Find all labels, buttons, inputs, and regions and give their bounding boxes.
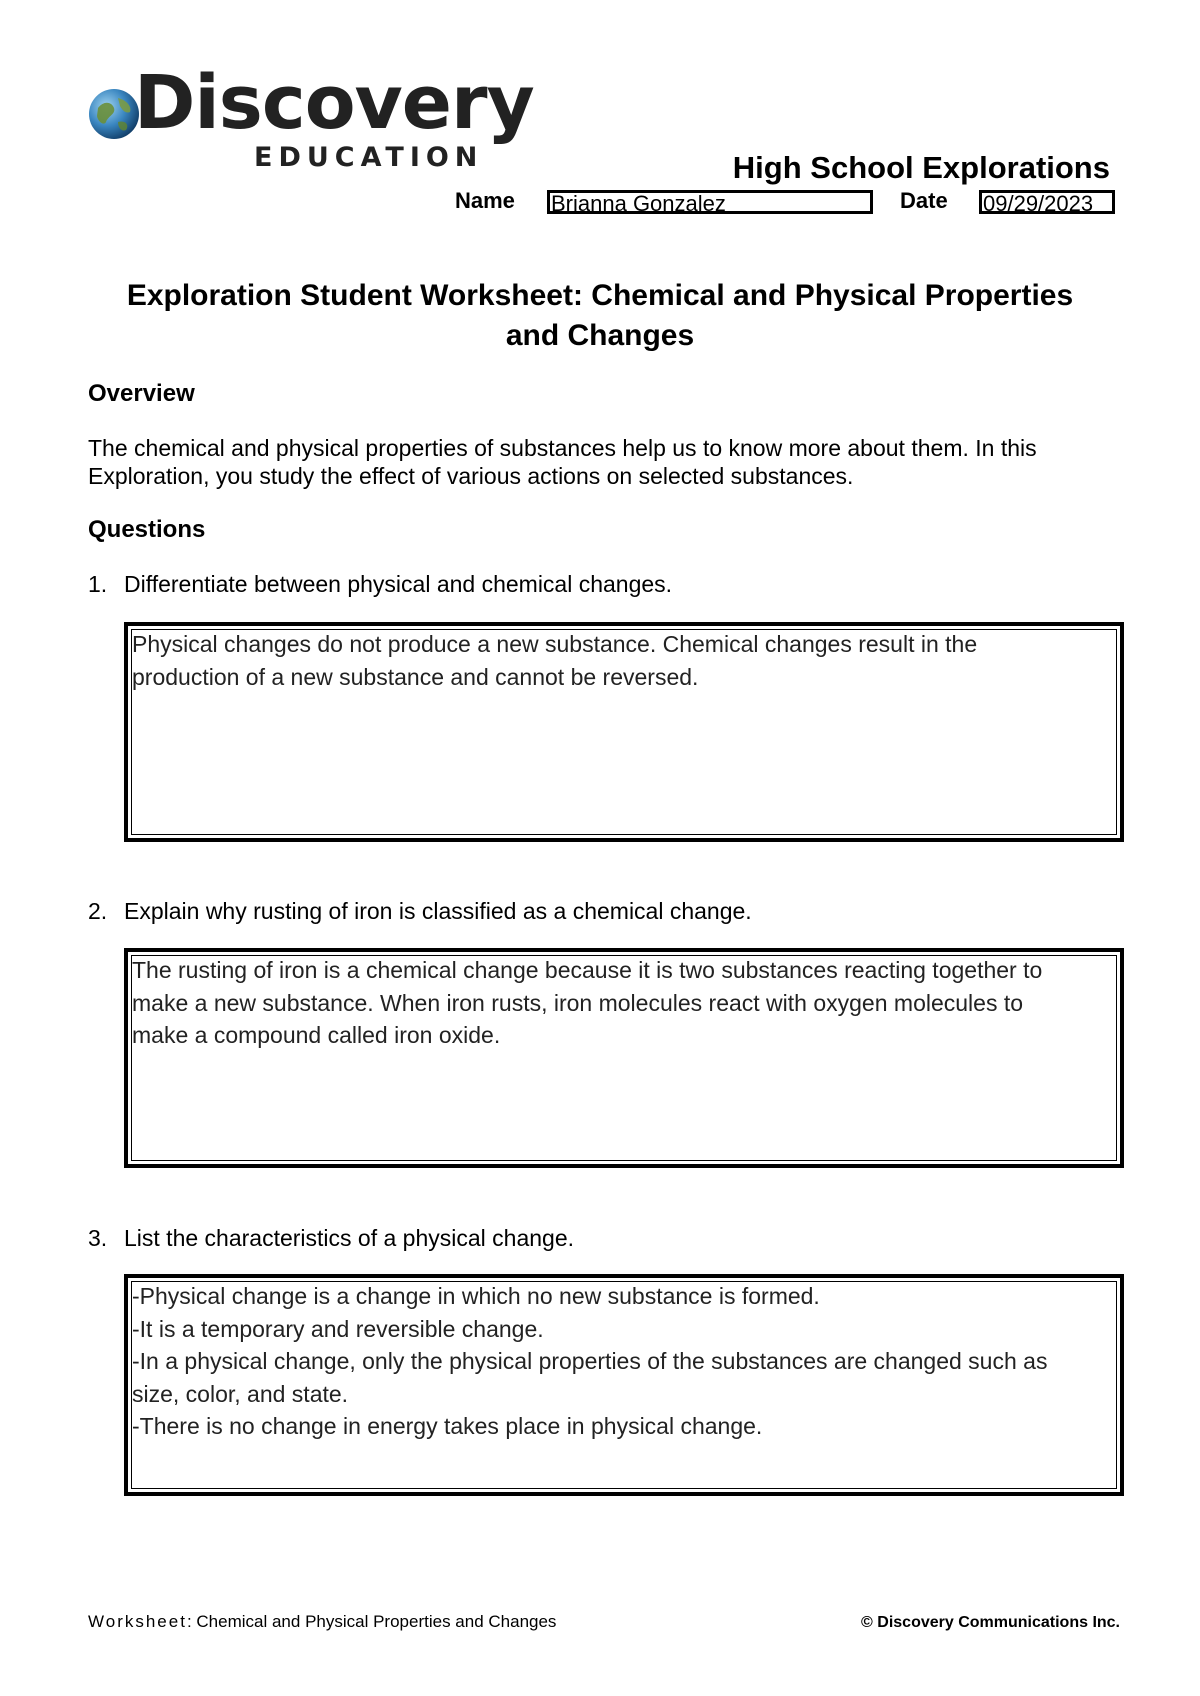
logo-subtitle-text: EDUCATION	[254, 142, 484, 173]
answer-text-1	[132, 628, 1104, 693]
question-number: 2.	[88, 898, 108, 924]
answer-line: -In a physical change, only the physical properties of the substances are changed such as	[132, 1348, 1048, 1374]
page-title-line-1: Exploration Student Worksheet: Chemical and Physical Properties	[126, 279, 1074, 312]
page-title	[80, 276, 1120, 356]
footer-copyright: © Discovery Communications Inc.	[861, 1614, 1120, 1631]
answer-box-3[interactable]	[124, 1274, 1124, 1496]
question-number: 1.	[88, 571, 108, 597]
footer-title-rest: : Chemical and Physical Properties and Changes	[186, 1612, 557, 1631]
date-field[interactable]: 09/29/2023	[979, 190, 1115, 214]
answer-text-3	[132, 1280, 1104, 1443]
answer-line: -There is no change in energy takes place in physical change.	[132, 1413, 763, 1439]
footer-title-word: Worksheet	[88, 1612, 187, 1631]
answer-text-2	[132, 954, 1104, 1052]
question-3	[88, 1224, 574, 1252]
answer-line: make a new substance. When iron rusts, iron molecules react with oxygen molecules to	[132, 989, 1024, 1016]
page-title-line-2: and Changes	[505, 319, 695, 352]
answer-line: Physical changes do not produce a new substance. Chemical changes result in the	[132, 631, 978, 657]
name-label: Name	[455, 188, 515, 213]
question-text: Explain why rusting of iron is classified as a chemical change.	[124, 898, 752, 924]
answer-box-1[interactable]	[124, 622, 1124, 842]
discovery-education-logo	[88, 60, 534, 184]
answer-line: make a compound called iron oxide.	[132, 1022, 501, 1048]
question-1	[88, 570, 672, 598]
series-title: High School Explorations	[732, 150, 1110, 185]
name-date-row	[0, 188, 1200, 218]
question-text: Differentiate between physical and chemical changes.	[124, 571, 673, 597]
answer-line: The rusting of iron is a chemical change because it is two substances reacting together to	[132, 957, 1043, 983]
globe-icon	[88, 88, 140, 140]
overview-text: The chemical and physical properties of substances help us to know more about them. In this Exploration, you study the effect of various actions on selected substances.	[88, 435, 1037, 489]
question-2	[88, 897, 752, 925]
footer-title	[88, 1612, 556, 1632]
answer-line: -Physical change is a change in which no new substance is formed.	[132, 1283, 820, 1309]
answer-line: size, color, and state.	[132, 1380, 349, 1407]
question-number: 3.	[88, 1225, 108, 1251]
date-label: Date	[900, 188, 948, 213]
name-field[interactable]: Brianna Gonzalez	[547, 190, 873, 214]
overview-heading: Overview	[88, 380, 195, 407]
answer-box-2[interactable]	[124, 948, 1124, 1168]
answer-line: -It is a temporary and reversible change.	[132, 1315, 544, 1342]
answer-line: production of a new substance and cannot be reversed.	[132, 663, 699, 690]
logo-brand-text: Discovery	[134, 60, 534, 146]
question-text: List the characteristics of a physical change.	[124, 1225, 575, 1251]
questions-heading: Questions	[88, 516, 206, 543]
